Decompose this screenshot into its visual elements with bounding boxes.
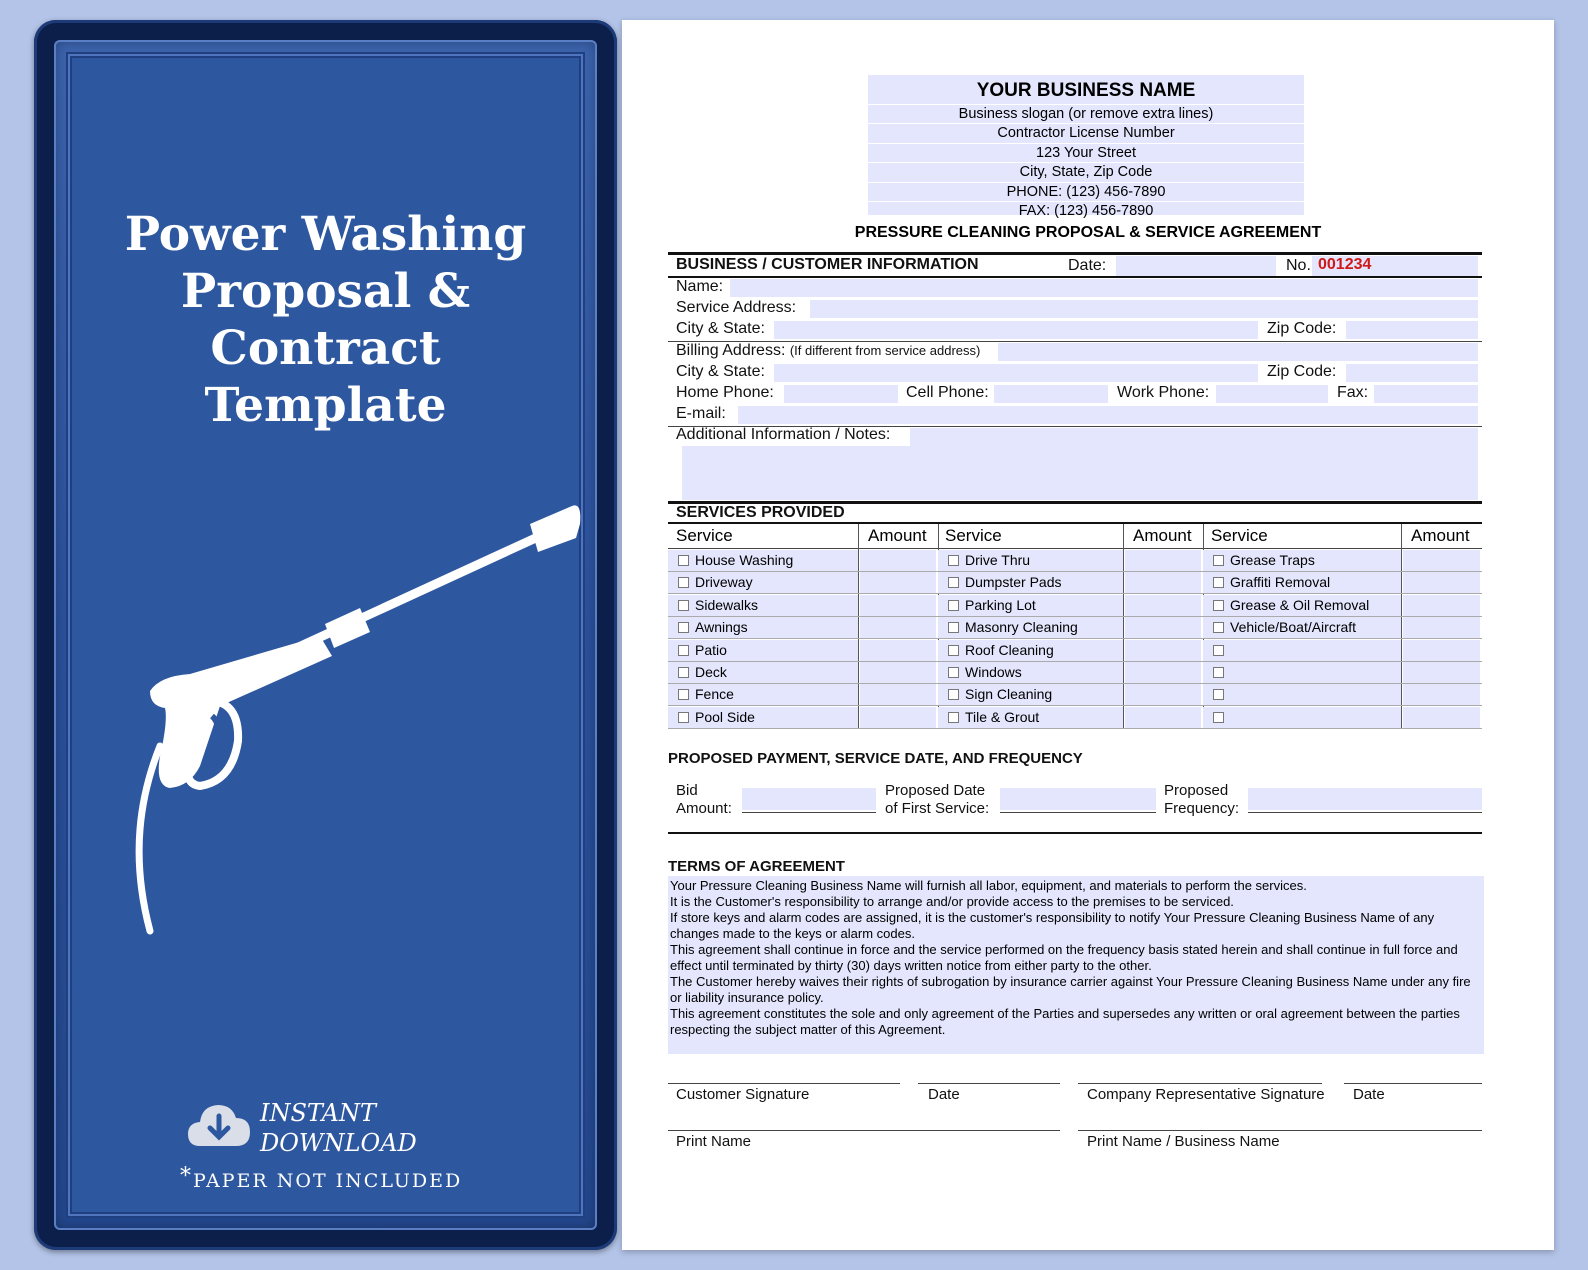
service-label: Pool Side: [695, 708, 755, 725]
business-name[interactable]: YOUR BUSINESS NAME: [976, 80, 1196, 101]
amount-field[interactable]: [860, 640, 936, 661]
name-label: Name:: [676, 278, 724, 295]
service-checkbox[interactable]: [1213, 622, 1224, 633]
service-item[interactable]: [1203, 550, 1401, 571]
billing-city-state-field[interactable]: [774, 364, 1258, 382]
service-item[interactable]: [668, 707, 858, 728]
service-checkbox[interactable]: [678, 645, 689, 656]
service-checkbox[interactable]: [678, 577, 689, 588]
service-item[interactable]: [938, 662, 1123, 683]
service-label: Fence: [695, 686, 734, 703]
city-state-label: City & State:: [676, 320, 765, 337]
service-label: Roof Cleaning: [965, 641, 1054, 658]
service-address-field[interactable]: [810, 300, 1478, 318]
col-divider: [1123, 524, 1124, 728]
cover-inner: [68, 54, 583, 1216]
freq-label-line: Proposed: [1164, 782, 1229, 799]
service-label: Vehicle/Boat/Aircraft: [1230, 619, 1357, 636]
field-underline: [742, 812, 876, 813]
amount-field[interactable]: [1403, 640, 1480, 661]
name-field[interactable]: [730, 279, 1478, 297]
service-item[interactable]: [1203, 662, 1401, 683]
instant-download-badge: [186, 1096, 486, 1156]
bid-amount-label: [676, 782, 732, 818]
download-line: INSTANT: [260, 1099, 376, 1127]
customer-signature-label: Customer Signature: [676, 1086, 810, 1103]
date-label: Date:: [1068, 257, 1107, 274]
billing-address-label: [676, 342, 980, 360]
header-line[interactable]: FAX: (123) 456-7890: [868, 201, 1304, 220]
service-item[interactable]: [1203, 595, 1401, 616]
service-label: Graffiti Removal: [1230, 574, 1331, 591]
fax-label: Fax:: [1337, 384, 1369, 401]
service-label: Deck: [695, 664, 727, 680]
service-label: Parking Lot: [965, 596, 1036, 613]
service-checkbox[interactable]: [678, 712, 689, 723]
service-item[interactable]: [1203, 572, 1401, 593]
fax-field[interactable]: [1374, 385, 1478, 403]
paper-note-text: PAPER NOT INCLUDED: [193, 1170, 463, 1192]
service-checkbox[interactable]: [1213, 689, 1224, 700]
bid-label-line: Amount:: [676, 800, 732, 817]
cover-title-line: Template: [204, 378, 447, 433]
service-label: Patio: [695, 641, 727, 658]
service-checkbox[interactable]: [948, 555, 959, 566]
frequency-label: [1164, 782, 1239, 818]
amount-field[interactable]: [860, 617, 936, 638]
terms-paragraph: If store keys and alarm codes are assigned, it is the customer's responsibility to notify Your Pressure Cleaning Business Name of any changes made to the keys or alarm codes.: [670, 910, 1435, 941]
service-checkbox[interactable]: [1213, 555, 1224, 566]
service-checkbox[interactable]: [678, 689, 689, 700]
date-label-line: Proposed Date: [885, 782, 986, 799]
work-phone-label: Work Phone:: [1117, 384, 1210, 401]
row-divider: [668, 728, 1482, 729]
service-checkbox[interactable]: [678, 555, 689, 566]
print-business-label: Print Name / Business Name: [1087, 1133, 1280, 1150]
customer-section-title: BUSINESS / CUSTOMER INFORMATION: [676, 256, 979, 273]
col-header-service: Service: [945, 526, 1002, 545]
terms-paragraph: The Customer hereby waives their rights of subrogation by insurance carrier against Your Pressure Cleaning Business Name under any fire or liability insurance policy.: [670, 974, 1471, 1005]
terms-paragraph: This agreement constitutes the sole and only agreement of the Parties and supersedes any written or oral agreement between the parties respecting the subject matter of this Agreement.: [670, 1006, 1460, 1037]
service-checkbox[interactable]: [948, 689, 959, 700]
service-item[interactable]: [938, 707, 1123, 728]
service-label: Tile & Grout: [965, 708, 1040, 725]
amount-field[interactable]: [1125, 595, 1201, 616]
cover-title-line: Proposal & Contract: [180, 264, 471, 376]
billing-zip-label: Zip Code:: [1267, 363, 1337, 380]
company-date-label: Date: [1353, 1086, 1385, 1103]
cover-panel: [34, 20, 617, 1250]
service-label: Dumpster Pads: [965, 574, 1062, 591]
amount-field[interactable]: [1125, 617, 1201, 638]
signature-line[interactable]: [1078, 1083, 1322, 1084]
service-checkbox[interactable]: [1213, 600, 1224, 611]
notes-field-line[interactable]: [910, 428, 1478, 446]
amount-field[interactable]: [860, 662, 936, 683]
col-header-service: Service: [1211, 526, 1268, 545]
section-rule: [668, 832, 1482, 834]
amount-field[interactable]: [1403, 684, 1480, 705]
service-checkbox[interactable]: [1213, 577, 1224, 588]
service-item[interactable]: [938, 617, 1123, 638]
billing-address-field[interactable]: [998, 343, 1478, 361]
service-item[interactable]: [938, 595, 1123, 616]
header-divider: [668, 548, 1482, 549]
service-item[interactable]: [1203, 707, 1401, 728]
service-item[interactable]: [668, 640, 858, 661]
service-checkbox[interactable]: [948, 577, 959, 588]
field-underline: [1000, 812, 1156, 813]
service-label: Sign Cleaning: [965, 686, 1053, 703]
service-label: House Washing: [695, 552, 794, 568]
amount-field[interactable]: [860, 550, 936, 571]
amount-field[interactable]: [1125, 640, 1201, 661]
service-item[interactable]: [1203, 617, 1401, 638]
company-signature-label: Company Representative Signature: [1087, 1086, 1325, 1103]
billing-city-state-label: City & State:: [676, 363, 765, 380]
contract-number: 001234: [1318, 256, 1372, 273]
service-item[interactable]: [668, 662, 858, 683]
email-label: E-mail:: [676, 405, 726, 422]
service-item[interactable]: [938, 640, 1123, 661]
freq-label-line: Frequency:: [1164, 800, 1240, 817]
terms-text-area[interactable]: [668, 876, 1484, 1054]
terms-section-title: TERMS OF AGREEMENT: [668, 858, 845, 875]
services-table: [668, 524, 1482, 730]
service-checkbox[interactable]: [948, 645, 959, 656]
services-section-title: SERVICES PROVIDED: [676, 504, 845, 521]
service-checkbox[interactable]: [678, 667, 689, 678]
download-line: DOWNLOAD: [260, 1129, 417, 1157]
first-service-date-field[interactable]: [1000, 788, 1156, 810]
terms-paragraph: This agreement shall continue in force and the service performed on the frequency basis stated herein and shall continue in full force and effect until terminated by thirty (30) days written notice from either party to the other.: [670, 942, 1458, 973]
service-label: Masonry Cleaning: [965, 619, 1078, 636]
amount-field[interactable]: [860, 684, 936, 705]
frequency-field[interactable]: [1248, 788, 1482, 810]
home-phone-field[interactable]: [784, 385, 898, 403]
service-checkbox[interactable]: [1213, 667, 1224, 678]
service-label: Driveway: [695, 574, 753, 591]
zip-label: Zip Code:: [1267, 320, 1337, 337]
signature-date-label: Date: [928, 1086, 960, 1103]
col-divider: [858, 524, 859, 728]
zip-field[interactable]: [1346, 321, 1478, 339]
col-divider: [1401, 524, 1402, 728]
terms-paragraph: It is the Customer's responsibility to arrange and/or provide access to the premises to be serviced.: [670, 894, 1234, 909]
print-business-line[interactable]: [1078, 1130, 1482, 1131]
service-item[interactable]: [1203, 640, 1401, 661]
amount-field[interactable]: [1125, 550, 1201, 571]
service-checkbox[interactable]: [678, 622, 689, 633]
service-checkbox[interactable]: [948, 667, 959, 678]
pressure-washer-wand-icon: [120, 496, 590, 936]
service-item[interactable]: [668, 684, 858, 705]
service-checkbox[interactable]: [948, 622, 959, 633]
amount-field[interactable]: [1403, 662, 1480, 683]
date-label-line: of First Service:: [885, 800, 990, 817]
service-label: Drive Thru: [965, 552, 1031, 568]
signature-line[interactable]: [668, 1083, 900, 1084]
amount-field[interactable]: [1403, 595, 1480, 616]
billing-address-text: Billing Address:: [676, 342, 786, 359]
bid-amount-field[interactable]: [742, 788, 876, 810]
city-state-field[interactable]: [774, 321, 1258, 339]
paper-note-star: *: [180, 1164, 193, 1189]
section-rule: [668, 252, 1482, 255]
instant-download-text: [260, 1098, 417, 1158]
email-field[interactable]: [738, 406, 1478, 424]
header-line[interactable]: 123 Your Street: [868, 143, 1304, 162]
service-checkbox[interactable]: [948, 712, 959, 723]
document-title: PRESSURE CLEANING PROPOSAL & SERVICE AGREEMENT: [854, 224, 1322, 241]
print-name-label: Print Name: [676, 1133, 752, 1150]
service-item[interactable]: [938, 684, 1123, 705]
notes-label: Additional Information / Notes:: [676, 426, 891, 443]
number-label: No.: [1286, 257, 1311, 274]
service-label: Awnings: [695, 619, 748, 636]
business-header: [868, 75, 1304, 220]
header-line[interactable]: Contractor License Number: [868, 123, 1304, 142]
cell-phone-field[interactable]: [994, 385, 1108, 403]
amount-field[interactable]: [860, 595, 936, 616]
service-label: Grease & Oil Removal: [1230, 596, 1370, 613]
section-rule: [668, 276, 1482, 278]
amount-field[interactable]: [1125, 662, 1201, 683]
service-label: Windows: [965, 664, 1022, 680]
col-header-amount: Amount: [1411, 526, 1470, 545]
service-item[interactable]: [668, 550, 858, 571]
service-checkbox[interactable]: [678, 600, 689, 611]
bid-label-line: Bid: [676, 782, 698, 799]
service-item[interactable]: [668, 572, 858, 593]
amount-field[interactable]: [860, 572, 936, 593]
print-name-line[interactable]: [668, 1130, 1060, 1131]
service-item[interactable]: [668, 617, 858, 638]
notes-field[interactable]: [682, 446, 1478, 500]
signature-line[interactable]: [1344, 1083, 1482, 1084]
billing-zip-field[interactable]: [1346, 364, 1478, 382]
col-header-service: Service: [676, 526, 733, 545]
service-item[interactable]: [668, 595, 858, 616]
header-line[interactable]: Business slogan (or remove extra lines): [868, 104, 1304, 123]
service-label: Grease Traps: [1230, 552, 1315, 568]
amount-field[interactable]: [1125, 572, 1201, 593]
work-phone-field[interactable]: [1216, 385, 1328, 403]
cover-title-line: Power Washing: [124, 207, 527, 262]
col-header-amount: Amount: [868, 526, 927, 545]
paper-note: [180, 1164, 462, 1192]
home-phone-label: Home Phone:: [676, 384, 774, 401]
service-checkbox[interactable]: [948, 600, 959, 611]
field-underline: [1248, 812, 1482, 813]
service-checkbox[interactable]: [1213, 645, 1224, 656]
amount-field[interactable]: [1403, 550, 1480, 571]
service-label: Sidewalks: [695, 596, 759, 613]
payment-section-title: PROPOSED PAYMENT, SERVICE DATE, AND FREQUENCY: [668, 750, 1083, 767]
cloud-download-icon: [186, 1096, 252, 1150]
service-checkbox[interactable]: [1213, 712, 1224, 723]
billing-note: (If different from service address): [789, 343, 981, 358]
date-field[interactable]: [1116, 256, 1276, 276]
service-item[interactable]: [938, 572, 1123, 593]
header-line[interactable]: PHONE: (123) 456-7890: [868, 182, 1304, 201]
contract-document: [622, 20, 1554, 1250]
service-item[interactable]: [938, 550, 1123, 571]
cell-phone-label: Cell Phone:: [906, 384, 989, 401]
service-item[interactable]: [1203, 684, 1401, 705]
amount-field[interactable]: [1125, 684, 1201, 705]
amount-field[interactable]: [1125, 707, 1201, 728]
signature-line[interactable]: [918, 1083, 1060, 1084]
header-line[interactable]: City, State, Zip Code: [868, 162, 1304, 181]
service-address-label: Service Address:: [676, 299, 797, 316]
amount-field[interactable]: [1403, 572, 1480, 593]
cover-title: [70, 206, 581, 434]
first-service-date-label: [885, 782, 989, 818]
col-header-amount: Amount: [1133, 526, 1192, 545]
terms-paragraph: Your Pressure Cleaning Business Name will furnish all labor, equipment, and materials to perform the services.: [670, 878, 1307, 893]
amount-field[interactable]: [1403, 707, 1480, 728]
amount-field[interactable]: [1403, 617, 1480, 638]
amount-field[interactable]: [860, 707, 936, 728]
